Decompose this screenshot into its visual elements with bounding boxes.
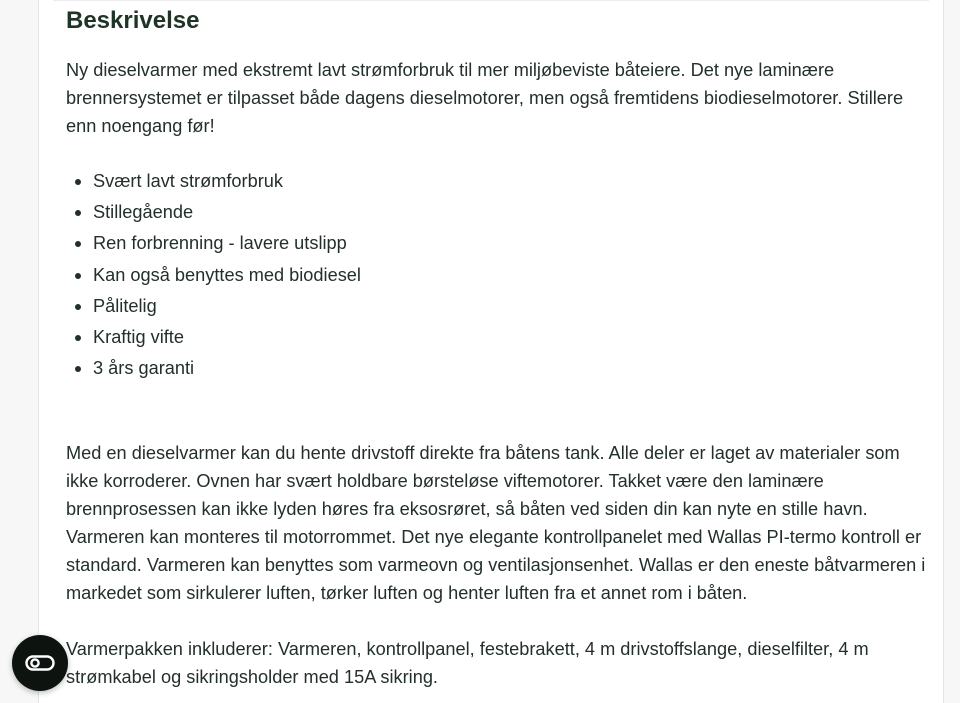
feature-text: 3 års garanti [93,358,195,379]
feature-text: Pålitelig [93,295,157,316]
feature-text: Kan også benyttes med biodiesel [93,264,361,285]
product-description-panel [38,0,944,703]
feature-text: Ren forbrenning - lavere utslipp [93,233,347,254]
list-item [93,322,926,353]
list-item [93,197,926,228]
bullet-icon [75,273,81,279]
list-item [93,353,926,384]
bullet-icon [75,241,81,247]
intro-paragraph: Ny dieselvarmer med ekstremt lavt strømforbruk til mer miljøbeviste båteiere. Det nye laminære brennersystemet er tilpasset både dagens dieselmotorer, men også fremtidens biodieselmotorer. Stillere enn noengang før! [66,60,904,136]
feature-text: Kraftig vifte [93,327,184,348]
bullet-icon [75,179,81,185]
divider [53,0,929,1]
feature-list [66,166,926,384]
feature-text: Svært lavt strømforbruk [93,171,283,191]
list-item [93,291,926,322]
section-title: Beskrivelse [66,7,200,34]
list-item [93,260,926,291]
list-item [93,166,926,197]
floating-toggle-button[interactable] [12,635,68,691]
bullet-icon [75,210,81,216]
bullet-icon [75,304,81,310]
toggle-icon [25,655,55,671]
list-item [93,228,926,259]
package-paragraph: Varmerpakken inkluderer: Varmeren, kontrollpanel, festebrakett, 4 m drivstoffslange, dieselfilter, 4 m strømkabel og sikringsholder med 15A sikring. [66,639,869,688]
body-paragraph: Med en dieselvarmer kan du hente drivstoff direkte fra båtens tank. Alle deler er laget av materialer som ikke korroderer. Ovnen har svært holdbare børsteløse viftemotorer. Takket være den laminære brennprosessen kan ikke lyden høres fra eksosrøret, så båten ved siden din kan nyte en stille havn. Varmeren kan monteres til motorrommet. Det nye elegante kontrollpanelet med Wallas PI-termo kontroll er standard. Varmeren kan benyttes som varmeovn og ventilasjonsenhet. Wallas er den eneste båtvarmeren i markedet som sirkulerer luften, tørker luften og henter luften fra et annet rom i båten. [66,443,926,604]
feature-text: Stillegående [93,202,194,223]
bullet-icon [75,335,81,341]
bullet-icon [75,366,81,372]
description-content [66,6,926,691]
